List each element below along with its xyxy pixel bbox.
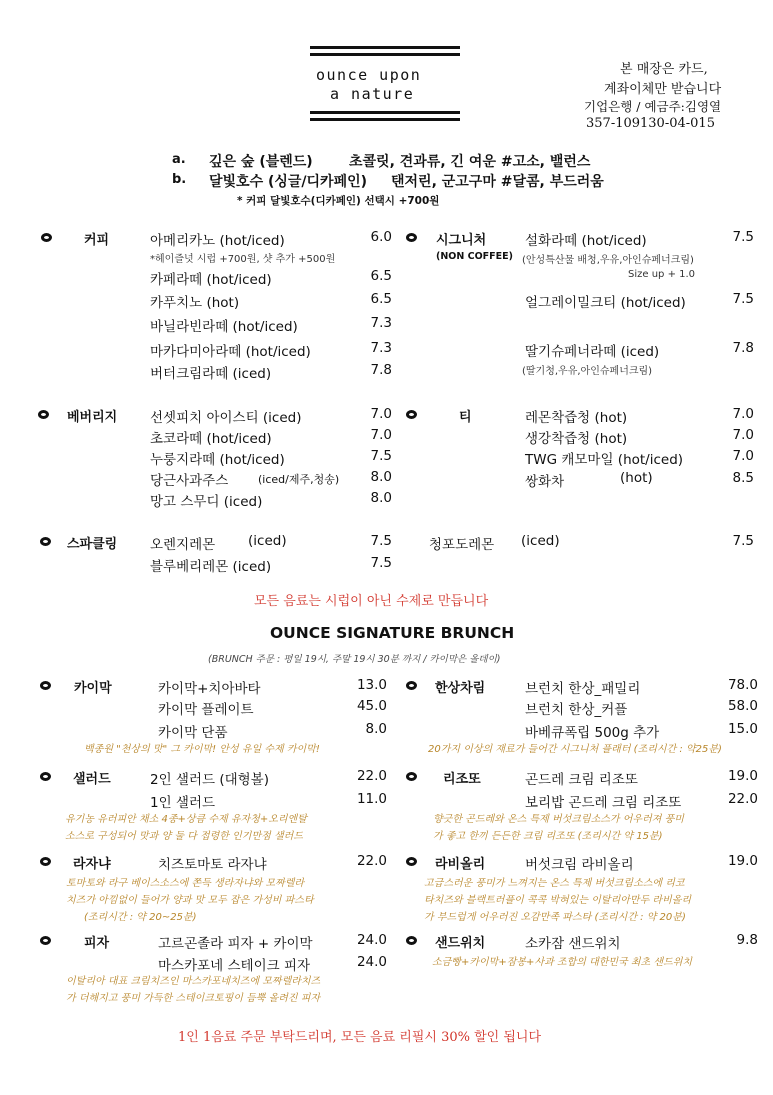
payment-line-3: 기업은행 / 예금주:김영열 [584, 99, 722, 114]
menu-price: 24.0 [356, 954, 387, 970]
logo-rule-bottom-1 [310, 111, 460, 114]
menu-item: 1인 샐러드 [150, 795, 216, 811]
menu-item: 딸기슈페너라떼 (iced) [525, 344, 660, 360]
item-desc: (딸기청,우유,아인슈페너크림) [522, 366, 653, 377]
menu-price: 78.0 [727, 677, 758, 693]
category-salad: 샐러드 [73, 772, 111, 787]
item-desc: 고급스러운 풍미가 느껴지는 온스 특제 버섯크림소스에 리코 [424, 878, 685, 889]
item-desc: 이탈리아 대표 크림치즈인 마스카포네치즈에 모짜렐라치즈 [66, 976, 321, 987]
category-sparkling: 스파클링 [67, 537, 118, 552]
bullet-icon [406, 772, 417, 781]
item-desc: 20가지 이상의 재료가 들어간 시그니처 플래터 (조리시간 : 약25분) [428, 744, 722, 755]
menu-price: 7.5 [370, 555, 392, 571]
item-desc: 향긋한 곤드레와 온스 특제 버섯크림소스가 어우러져 풍미 [433, 814, 684, 825]
category-hansang: 한상차림 [435, 681, 486, 696]
menu-price: 7.3 [370, 315, 392, 331]
refill-notice: 1인 1음료 주문 부탁드리며, 모든 음료 리필시 30% 할인 됩니다 [178, 1030, 542, 1045]
menu-price: 8.0 [370, 490, 392, 506]
menu-item: 고르곤졸라 피자 + 카이막 [158, 936, 313, 952]
menu-item: 곤드레 크림 리조또 [525, 772, 638, 788]
menu-price: 22.0 [356, 768, 387, 784]
category-sandwich: 샌드위치 [435, 936, 486, 951]
menu-price: 8.0 [370, 469, 392, 485]
logo-line-1: ounce upon [316, 66, 422, 84]
menu-item-suffix: (iced) [248, 533, 287, 549]
item-desc: 치즈가 아낌없이 들어가 양과 맛 모두 잡은 가성비 파스타 [66, 895, 314, 906]
item-desc: 가 더해지고 풍미 가득한 스테이크토핑이 듬뿍 올려진 피자 [66, 993, 321, 1004]
menu-price: 58.0 [727, 698, 758, 714]
menu-item: 치즈토마토 라자냐 [158, 857, 267, 873]
bullet-icon [406, 936, 417, 945]
menu-price: 19.0 [727, 768, 758, 784]
bullet-icon [38, 410, 49, 419]
category-beverage: 베버리지 [67, 410, 118, 425]
category-risotto: 리조또 [443, 772, 481, 787]
menu-price: 19.0 [727, 853, 758, 869]
category-ravioli: 라비올리 [435, 857, 486, 872]
size-up-note: Size up + 1.0 [628, 269, 696, 280]
menu-price: 22.0 [356, 853, 387, 869]
logo-rule-bottom-2 [310, 118, 460, 121]
menu-item: 카페라떼 (hot/iced) [150, 272, 272, 288]
bullet-icon [406, 857, 417, 866]
menu-price: 7.0 [732, 427, 754, 443]
menu-item: 오렌지레몬 [150, 537, 216, 553]
menu-price: 7.8 [732, 340, 754, 356]
handmade-notice: 모든 음료는 시럽이 아닌 수제로 만듭니다 [254, 594, 489, 609]
category-lasagna: 라자냐 [73, 857, 111, 872]
blend-b-marker: b. [172, 172, 187, 187]
item-desc: 유기농 유러피안 채소 4종+상큼 수제 유자청+오리엔탈 [65, 814, 307, 825]
payment-line-1: 본 매장은 카드, [620, 62, 708, 77]
category-tea: 티 [459, 410, 472, 425]
menu-price: 22.0 [727, 791, 758, 807]
logo-rule-top-2 [310, 53, 460, 56]
blend-b-name: 달빛호수 (싱글/디카페인) [209, 174, 368, 190]
bullet-icon [406, 681, 417, 690]
payment-line-2: 계좌이체만 받습니다 [604, 82, 722, 97]
menu-item: 보리밥 곤드레 크림 리조또 [525, 795, 682, 811]
menu-price: 8.0 [365, 721, 387, 737]
menu-price: 7.5 [732, 229, 754, 245]
menu-item: 얼그레이밀크티 (hot/iced) [525, 295, 686, 311]
menu-item-suffix: (iced) [521, 533, 560, 549]
menu-price: 6.5 [370, 268, 392, 284]
menu-item: 카이막+치아바타 [158, 681, 261, 697]
bullet-icon [40, 537, 51, 546]
bullet-icon [40, 857, 51, 866]
item-desc: 백종원 "천상의 맛" 그 카이막! 안성 유일 수제 카이막! [84, 744, 320, 755]
blend-a-marker: a. [172, 152, 186, 167]
bullet-icon [40, 936, 51, 945]
category-signature: 시그니처 [436, 233, 487, 248]
menu-item: 카푸치노 (hot) [150, 295, 240, 311]
menu-item: 초코라떼 (hot/iced) [150, 431, 272, 447]
menu-item: 카이막 플레이트 [158, 702, 254, 718]
menu-item: 버섯크림 라비올리 [525, 857, 634, 873]
menu-item: 카이막 단품 [158, 725, 228, 741]
menu-item: TWG 캐모마일 (hot/iced) [525, 452, 684, 468]
blend-a-name: 깊은 숲 (블렌드) [209, 154, 313, 170]
menu-item: 바베큐폭립 500g 추가 [525, 725, 660, 741]
item-desc: 가 부드럽게 어우러진 오감만족 파스타 (조리시간 : 약 20분) [424, 912, 686, 923]
menu-price: 9.8 [736, 932, 758, 948]
menu-price: 7.0 [370, 406, 392, 422]
non-coffee-label: (NON COFFEE) [436, 251, 513, 262]
menu-price: 8.5 [732, 470, 754, 486]
menu-item: 설화라떼 (hot/iced) [525, 233, 647, 249]
menu-item: 2인 샐러드 (대형볼) [150, 772, 269, 788]
menu-price: 24.0 [356, 932, 387, 948]
menu-price: 7.5 [370, 533, 392, 549]
category-coffee: 커피 [84, 233, 110, 248]
bullet-icon [40, 772, 51, 781]
menu-item-suffix: (hot) [620, 470, 653, 486]
blend-a-notes: 초콜릿, 견과류, 긴 여운 #고소, 밸런스 [349, 154, 591, 170]
item-desc: 타치즈와 블랙트러플이 콕콕 박혀있는 이탈리아만두 라비올리 [424, 895, 692, 906]
menu-price: 7.5 [370, 448, 392, 464]
menu-item: 누룽지라떼 (hot/iced) [150, 452, 285, 468]
menu-item: 블루베리레몬 (iced) [150, 559, 272, 575]
item-desc: 토마토와 라구 베이스소스에 쫀득 생라자냐와 모짜렐라 [66, 878, 305, 889]
menu-item: 바닐라빈라떼 (hot/iced) [150, 319, 298, 335]
logo-line-2: a nature [330, 85, 415, 103]
bullet-icon [41, 233, 52, 242]
menu-item: 브런치 한상_커플 [525, 702, 628, 718]
decaf-note: * 커피 달빛호수(디카페인) 선택시 +700원 [237, 195, 440, 207]
logo-rule-top-1 [310, 46, 460, 49]
menu-price: 7.8 [370, 362, 392, 378]
menu-item: 브런치 한상_패밀리 [525, 681, 641, 697]
menu-item-suffix: (iced/제주,청송) [258, 473, 340, 486]
menu-price: 7.0 [370, 427, 392, 443]
menu-price: 7.5 [732, 533, 754, 549]
menu-price: 6.5 [370, 291, 392, 307]
menu-item: 마카다미아라떼 (hot/iced) [150, 344, 311, 360]
menu-price: 13.0 [356, 677, 387, 693]
account-number: 357-109130-04-015 [586, 116, 715, 131]
menu-price: 11.0 [356, 791, 387, 807]
item-desc: 소금빵+카이막+잠봉+사과 조합의 대한민국 최초 샌드위치 [432, 957, 693, 968]
item-desc: 가 좋고 한끼 든든한 크림 리조또 (조리시간 약 15분) [433, 831, 663, 842]
bullet-icon [406, 233, 417, 242]
category-kaymak: 카이막 [74, 681, 112, 696]
menu-item: 청포도레몬 [429, 537, 495, 553]
brunch-title: OUNCE SIGNATURE BRUNCH [270, 624, 515, 642]
menu-item: 아메리카노 (hot/iced) [150, 233, 285, 249]
menu-price: 7.5 [732, 291, 754, 307]
item-desc: 소스로 구성되어 맛과 양 둘 다 접령한 인기만점 샐러드 [65, 831, 303, 842]
menu-price: 7.3 [370, 340, 392, 356]
menu-price: 7.0 [732, 406, 754, 422]
menu-item: 선셋피치 아이스티 (iced) [150, 410, 302, 426]
menu-item: 쌍화차 [525, 474, 565, 490]
item-desc: (안성특산물 배청,우유,아인슈페너크림) [522, 255, 694, 266]
menu-price: 15.0 [727, 721, 758, 737]
menu-item: 레몬착즙청 (hot) [525, 410, 628, 426]
menu-item: 마스카포네 스테이크 피자 [158, 958, 311, 974]
item-desc: (조리시간 : 약 20~25분) [84, 912, 197, 923]
menu-item: 버터크림라떼 (iced) [150, 366, 272, 382]
category-pizza: 피자 [84, 936, 110, 951]
menu-item: 망고 스무디 (iced) [150, 494, 263, 510]
menu-price: 7.0 [732, 448, 754, 464]
bullet-icon [40, 681, 51, 690]
menu-item: 당근사과주스 [150, 473, 229, 489]
coffee-note: *헤이즐넛 시럽 +700원, 샷 추가 +500원 [150, 254, 336, 265]
menu-price: 45.0 [356, 698, 387, 714]
menu-item: 소카잠 샌드위치 [525, 936, 621, 952]
menu-item: 생강착즙청 (hot) [525, 431, 628, 447]
bullet-icon [406, 410, 417, 419]
brunch-subtitle: (BRUNCH 주문 : 평일 19시, 주말 19시 30분 까지 / 카이막은 올데이) [208, 654, 501, 665]
blend-b-notes: 탠저린, 군고구마 #달콤, 부드러움 [391, 174, 604, 190]
menu-price: 6.0 [370, 229, 392, 245]
